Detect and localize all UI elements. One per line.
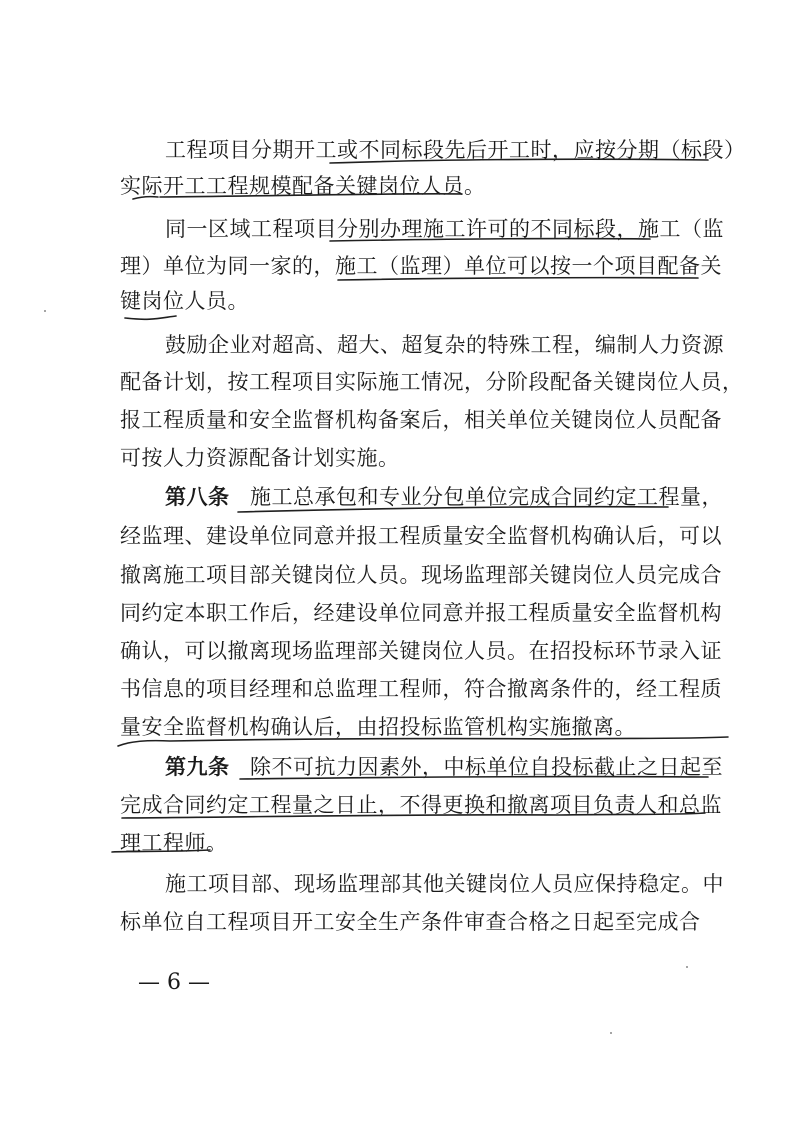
text-line: 理）单位为同一家的，施工（监理）单位可以按一个项目配备关 bbox=[120, 254, 722, 278]
text-line: 同约定本职工作后，经建设单位同意并报工程质量安全监督机构 bbox=[120, 601, 722, 625]
article-9-heading: 第九条 bbox=[165, 754, 230, 779]
text-line: 可按人力资源配备计划实施。 bbox=[120, 446, 400, 470]
text-line: 确认，可以撤离现场监理部关键岗位人员。在招投标环节录入证 bbox=[120, 639, 722, 663]
text-line: 经监理、建设单位同意并报工程质量安全监督机构确认后，可以 bbox=[120, 524, 722, 548]
text-line: 理工程师。 bbox=[120, 831, 228, 855]
text-line: 实际开工工程规模配备关键岗位人员。 bbox=[120, 174, 486, 198]
text-line: 键岗位人员。 bbox=[120, 289, 249, 313]
text-line: 完成合同约定工程量之日止，不得更换和撤离项目负责人和总监 bbox=[120, 793, 722, 817]
text-line: 鼓励企业对超高、超大、超复杂的特殊工程，编制人力资源 bbox=[165, 333, 724, 357]
page-number: — 6 — bbox=[138, 970, 210, 995]
scan-speck bbox=[610, 1032, 612, 1034]
text-line: 撤离施工项目部关键岗位人员。现场监理部关键岗位人员完成合 bbox=[120, 563, 722, 587]
text-line: 量安全监督机构确认后，由招投标监管机构实施撤离。 bbox=[120, 715, 636, 739]
article-8-heading: 第八条 bbox=[165, 484, 230, 509]
scan-speck bbox=[686, 966, 688, 968]
text-line: 同一区域工程项目分别办理施工许可的不同标段，施工（监 bbox=[165, 217, 724, 241]
scan-speck bbox=[44, 310, 46, 312]
text-line: 除不可抗力因素外，中标单位自投标截止之日起至 bbox=[250, 755, 723, 779]
text-line: 配备计划，按工程项目实际施工情况，分阶段配备关键岗位人员， bbox=[120, 370, 744, 394]
text-line: 书信息的项目经理和总监理工程师，符合撤离条件的，经工程质 bbox=[120, 677, 722, 701]
text-line: 标单位自工程项目开工安全生产条件审查合格之日起至完成合 bbox=[120, 910, 701, 934]
text-line: 报工程质量和安全监督机构备案后，相关单位关键岗位人员配备 bbox=[120, 408, 722, 432]
text-line: 施工项目部、现场监理部其他关键岗位人员应保持稳定。中 bbox=[165, 872, 724, 896]
text-line: 工程项目分期开工或不同标段先后开工时，应按分期（标段） bbox=[165, 138, 746, 162]
text-line: 施工总承包和专业分包单位完成合同约定工程量， bbox=[250, 485, 723, 509]
